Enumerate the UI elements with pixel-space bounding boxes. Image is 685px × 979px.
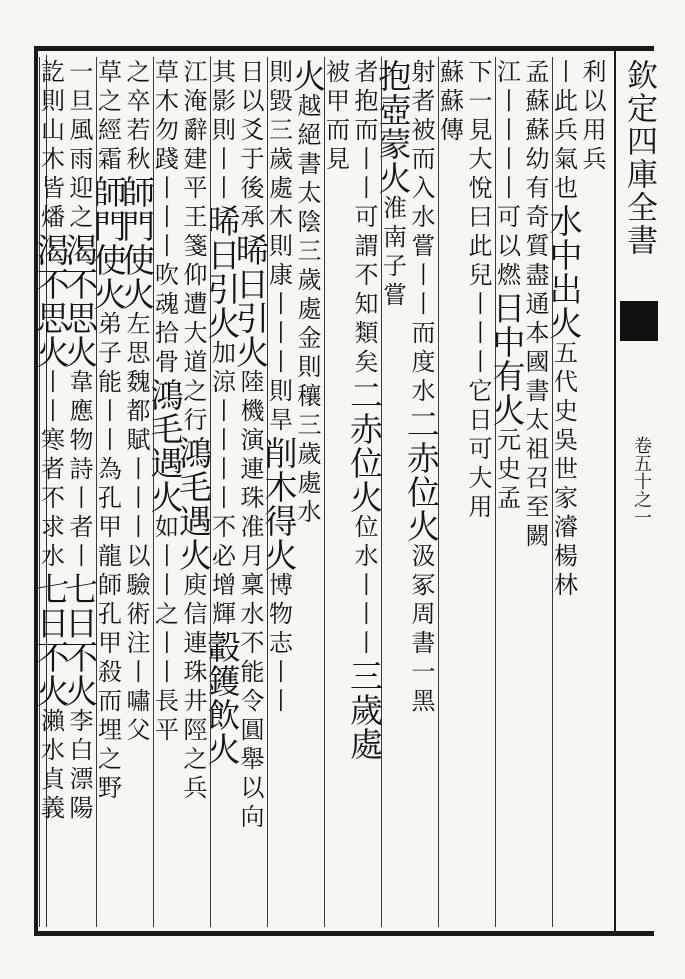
- entry-text: 下一見大悅曰此兒丨丨丨它日可大用: [464, 59, 492, 523]
- entry-text: 淮南子嘗: [378, 195, 407, 311]
- entry-heading: 七日不火: [31, 572, 71, 708]
- text-column: [345, 59, 384, 927]
- text-column: [521, 59, 554, 927]
- text-column: [321, 59, 354, 927]
- entry-text: 李白漂陽: [65, 708, 93, 824]
- entry-text: 則毀三歲處木則康丨丨丨則旱: [264, 59, 293, 436]
- entry-heading: 轂鑊飲火: [202, 630, 242, 766]
- entry-heading: 渴不思火: [31, 233, 71, 369]
- entry-text: 越絕書太陰三歲處金則穰三歲處水: [293, 93, 321, 528]
- entry-text: 者抱而丨丨可謂不知類矣: [350, 59, 378, 378]
- book-title: 欽定四庫全書: [621, 59, 657, 257]
- entry-text: 之卒若秋: [122, 59, 150, 175]
- entry-text: 一旦風雨迎之: [65, 59, 93, 233]
- text-column: [202, 59, 242, 927]
- text-column: [487, 59, 527, 927]
- entry-text: 陸機演連珠准月稟水不能: [236, 369, 264, 688]
- entry-text: 射者被而入水嘗丨丨而度水: [407, 59, 435, 407]
- entry-text: 江淹辭建平王箋仰遭大道之行: [179, 59, 207, 436]
- entry-text: 五代史吳世家濬楊林: [549, 340, 578, 601]
- text-column: [402, 59, 441, 927]
- book-page: [31, 46, 657, 936]
- entry-text: 汲冢周書一黑: [407, 543, 435, 717]
- entry-heading: 三歲處: [345, 659, 384, 761]
- entry-text: 其影則丨丨: [207, 59, 236, 204]
- entry-text: 丨丨寒者不求水: [36, 369, 65, 572]
- entry-text: 如丨丨之丨丨長平: [150, 514, 179, 746]
- entry-heading: 七日不火: [60, 572, 99, 708]
- text-column: [60, 59, 99, 927]
- entry-text: 韋應物詩丨者丨: [65, 369, 93, 572]
- entry-heading: 水中出火: [544, 204, 584, 340]
- entry-text: 瀨水貞義: [36, 708, 65, 824]
- text-column: [88, 59, 128, 927]
- entry-heading: 削木得火: [259, 436, 299, 572]
- entry-heading: 抱壺蒙火: [373, 59, 413, 195]
- entry-heading: 晞日引火: [231, 233, 270, 369]
- text-column: [435, 59, 468, 927]
- text-column: [117, 59, 156, 927]
- text-column: [373, 59, 413, 927]
- text-column: [288, 59, 327, 927]
- entry-heading: 日中有火: [487, 291, 527, 427]
- entry-text: 訖則山木皆燔: [36, 59, 65, 233]
- entry-text: 被甲而見: [321, 59, 350, 175]
- entry-text: 加涼丨丨丨丨不必增輝: [207, 340, 236, 630]
- text-column: [174, 59, 213, 927]
- entry-text: 左思魏都賦丨丨丨以驗術注丨嘯父: [122, 311, 150, 746]
- entry-heading: 二赤位火: [345, 378, 384, 514]
- text-column: [145, 59, 185, 927]
- text-column: [259, 59, 299, 927]
- text-column: [464, 59, 497, 927]
- entry-text: 丨此兵氣也: [549, 59, 578, 204]
- text-column: [231, 59, 270, 927]
- entry-text: 孟蘇蘇幼有奇質盡通本國書太祖召至闕: [521, 59, 549, 552]
- entry-heading: 二赤位火: [402, 407, 441, 543]
- entry-heading: 渴不思火: [60, 233, 99, 369]
- entry-text: 博物志丨丨: [264, 572, 293, 717]
- entry-heading: 師門使火: [117, 175, 156, 311]
- volume-label: 卷五十之一: [631, 436, 652, 526]
- entry-text: 蘇蘇傳: [435, 59, 464, 146]
- entry-text: 日以爻于後承: [236, 59, 264, 233]
- entry-text: 弟子能丨丨為孔甲龍師孔甲殺而埋之野: [93, 311, 122, 804]
- text-column: [31, 59, 71, 927]
- entry-heading: 鴻毛遇火: [174, 436, 213, 572]
- entry-text: 位水丨丨丨: [350, 514, 378, 659]
- fishtail-mark: [620, 301, 658, 341]
- entry-text: 庾信連珠井陘之兵: [179, 572, 207, 804]
- column-rule: [39, 57, 40, 927]
- entry-text: 草木勿踐丨丨丨吹魂拾骨: [150, 59, 179, 378]
- entry-text: 江丨丨丨丨可以燃: [492, 59, 521, 291]
- entry-heading: 火: [288, 59, 327, 93]
- entry-text: 元史孟: [492, 427, 521, 514]
- text-column: [544, 59, 584, 927]
- entry-heading: 晞日引火: [202, 204, 242, 340]
- text-column: [578, 59, 611, 927]
- entry-heading: 師門使火: [88, 175, 128, 311]
- entry-text: 草之經霜: [93, 59, 122, 175]
- entry-text: 令圓舉以向: [236, 688, 264, 833]
- entry-heading: 鴻毛遇火: [145, 378, 185, 514]
- entry-text: 利以用兵: [578, 59, 606, 175]
